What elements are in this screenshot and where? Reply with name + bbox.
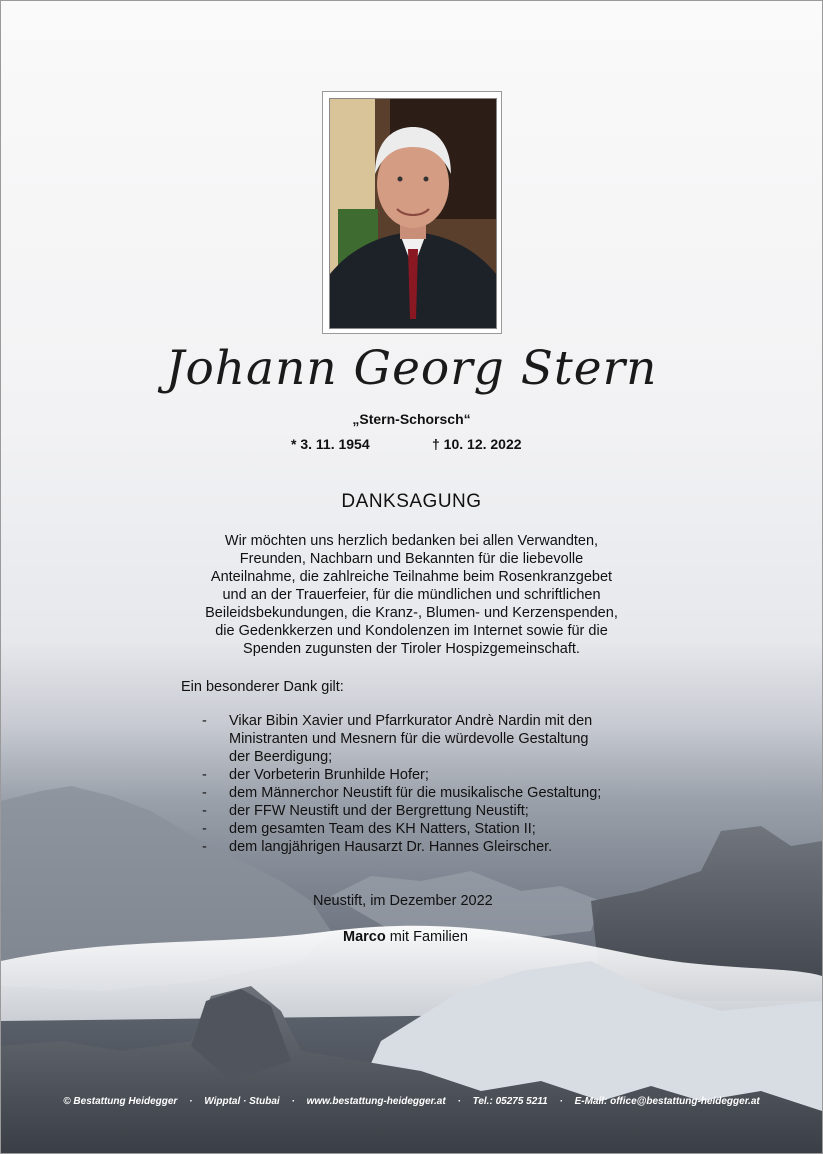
paragraph-line: die Gedenkkerzen und Kondolenzen im Internet sowie für die [215, 623, 608, 639]
list-dash: - [202, 839, 207, 855]
footer-separator: · [457, 1096, 461, 1107]
footer-separator: · [291, 1096, 295, 1107]
list-line: Vikar Bibin Xavier und Pfarrkurator Andrè Nardin mit den [229, 713, 593, 729]
footer-separator: · [189, 1096, 193, 1107]
heading: DANKSAGUNG [341, 491, 482, 512]
list-dash: - [202, 803, 207, 819]
place-date: Neustift, im Dezember 2022 [313, 893, 493, 909]
portrait-frame [322, 91, 502, 334]
footer-email[interactable]: E-Mail: office@bestattung-heidegger.at [574, 1096, 760, 1107]
thanks-list [202, 712, 601, 856]
signature-rest: mit Familien [385, 929, 468, 945]
list-item [202, 802, 601, 820]
nickname: „Stern-Schorsch“ [352, 411, 471, 427]
thanks-paragraph [161, 532, 662, 658]
list-dash: - [202, 713, 207, 729]
signature-name: Marco [343, 929, 386, 945]
signature [343, 929, 468, 945]
list-line: der FFW Neustift und der Bergrettung Neustift; [229, 803, 529, 819]
list-item [202, 838, 601, 856]
footer-region: Wipptal · Stubai [204, 1096, 280, 1107]
portrait-photo [329, 98, 497, 329]
paragraph-line: Freunden, Nachbarn und Bekannten für die liebevolle [239, 551, 584, 567]
footer [1, 1096, 822, 1107]
list-item [202, 712, 601, 766]
paragraph-line: Spenden zugunsten der Tiroler Hospizgemeinschaft. [243, 641, 580, 657]
list-dash: - [202, 767, 207, 783]
death-date: † 10. 12. 2022 [432, 436, 522, 452]
list-dash: - [202, 785, 207, 801]
list-line: der Beerdigung; [229, 749, 333, 765]
list-line: dem gesamten Team des KH Natters, Station II; [229, 821, 536, 837]
list-line: Ministranten und Mesnern für die würdevolle Gestaltung [229, 731, 589, 747]
paragraph-line: Beileidsbekundungen, die Kranz-, Blumen- und Kerzenspenden, [205, 605, 618, 621]
footer-website[interactable]: www.bestattung-heidegger.at [306, 1096, 446, 1107]
list-item [202, 766, 601, 784]
birth-date: * 3. 11. 1954 [291, 436, 370, 452]
paragraph-line: und an der Trauerfeier, für die mündlichen und schriftlichen [222, 587, 601, 603]
list-item [202, 820, 601, 838]
footer-phone[interactable]: Tel.: 05275 5211 [472, 1096, 548, 1107]
list-line: der Vorbeterin Brunhilde Hofer; [229, 767, 429, 783]
list-line: dem Männerchor Neustift für die musikalische Gestaltung; [229, 785, 602, 801]
deceased-name: Johann Georg Stern [165, 341, 658, 396]
list-line: dem langjährigen Hausarzt Dr. Hannes Gleirscher. [229, 839, 553, 855]
footer-separator: · [559, 1096, 563, 1107]
list-item [202, 784, 601, 802]
footer-company: © Bestattung Heidegger [63, 1096, 178, 1107]
list-dash: - [202, 821, 207, 837]
special-thanks-intro: Ein besonderer Dank gilt: [181, 679, 344, 695]
paragraph-line: Wir möchten uns herzlich bedanken bei allen Verwandten, [224, 533, 599, 549]
paragraph-line: Anteilnahme, die zahlreiche Teilnahme beim Rosenkranzgebet [210, 569, 613, 585]
